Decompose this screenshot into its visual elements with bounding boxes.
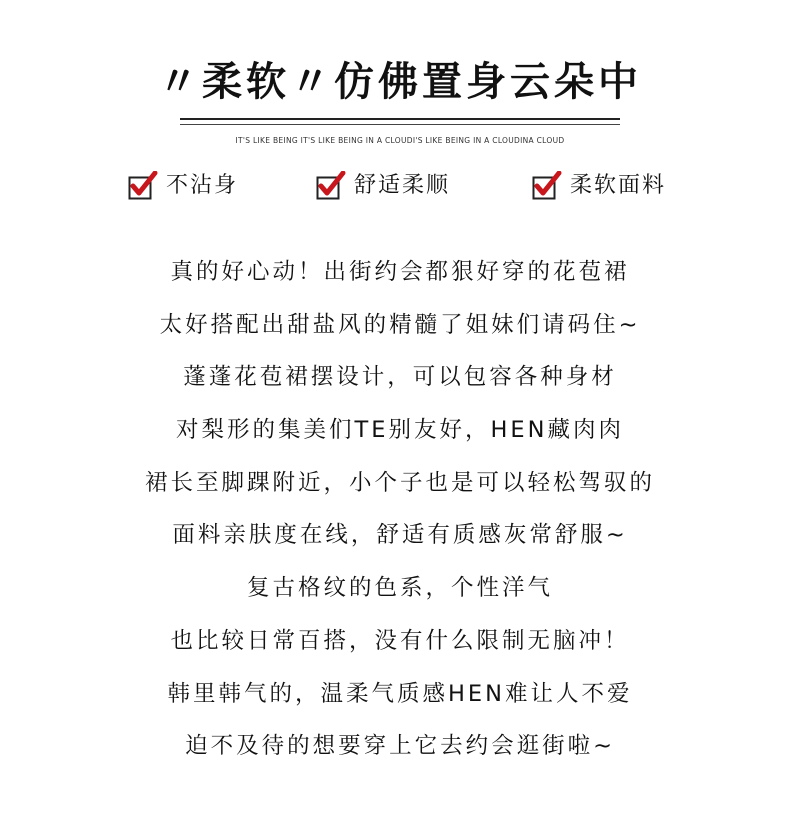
- description-line: 韩里韩气的，温柔气质感HEN难让人不爱: [167, 680, 633, 707]
- feature-item-non-stick: [128, 170, 238, 202]
- description-line: 真的好心动！出街约会都狠好穿的花苞裙: [170, 259, 630, 285]
- description-line: 复古格纹的色系，个性洋气: [246, 575, 553, 602]
- description-line: 面料亲肤度在线，舒适有质感灰常舒服~: [172, 522, 628, 549]
- description-block: [0, 246, 800, 773]
- checkbox-check-icon: [128, 171, 158, 201]
- feature-item-soft-fabric: [532, 170, 666, 202]
- title-divider-thick: [180, 118, 620, 120]
- feature-label: 舒适柔顺: [354, 173, 451, 198]
- checkbox-check-icon: [532, 171, 562, 201]
- feature-label: 不沾身: [166, 173, 239, 198]
- description-line: 太好搭配出甜盐风的精髓了姐妹们请码住~: [159, 311, 641, 338]
- description-line: 迫不及待的想要穿上它去约会逛街啦~: [185, 733, 615, 760]
- feature-label: 柔软面料: [570, 173, 667, 198]
- page-subtitle: IT'S LIKE BEING IT'S LIKE BEING IN A CLOUDI'S LIKE BEING IN A CLOUDINA CLOUD: [235, 136, 565, 145]
- description-line: 也比较日常百搭，没有什么限制无脑冲！: [170, 627, 630, 654]
- page-title: 〃柔软〃仿佛置身云朵中: [158, 59, 642, 105]
- title-divider-thin: [180, 124, 620, 125]
- description-line: 蓬蓬花苞裙摆设计，可以包容各种身材: [183, 364, 617, 391]
- description-line: 裙长至脚踝附近，小个子也是可以轻松驾驭的: [144, 469, 655, 496]
- feature-item-comfortable: [316, 170, 450, 202]
- checkbox-check-icon: [316, 171, 346, 201]
- feature-list: [0, 170, 800, 202]
- description-line: 对梨形的集美们TE别友好，HEN藏肉肉: [176, 417, 624, 444]
